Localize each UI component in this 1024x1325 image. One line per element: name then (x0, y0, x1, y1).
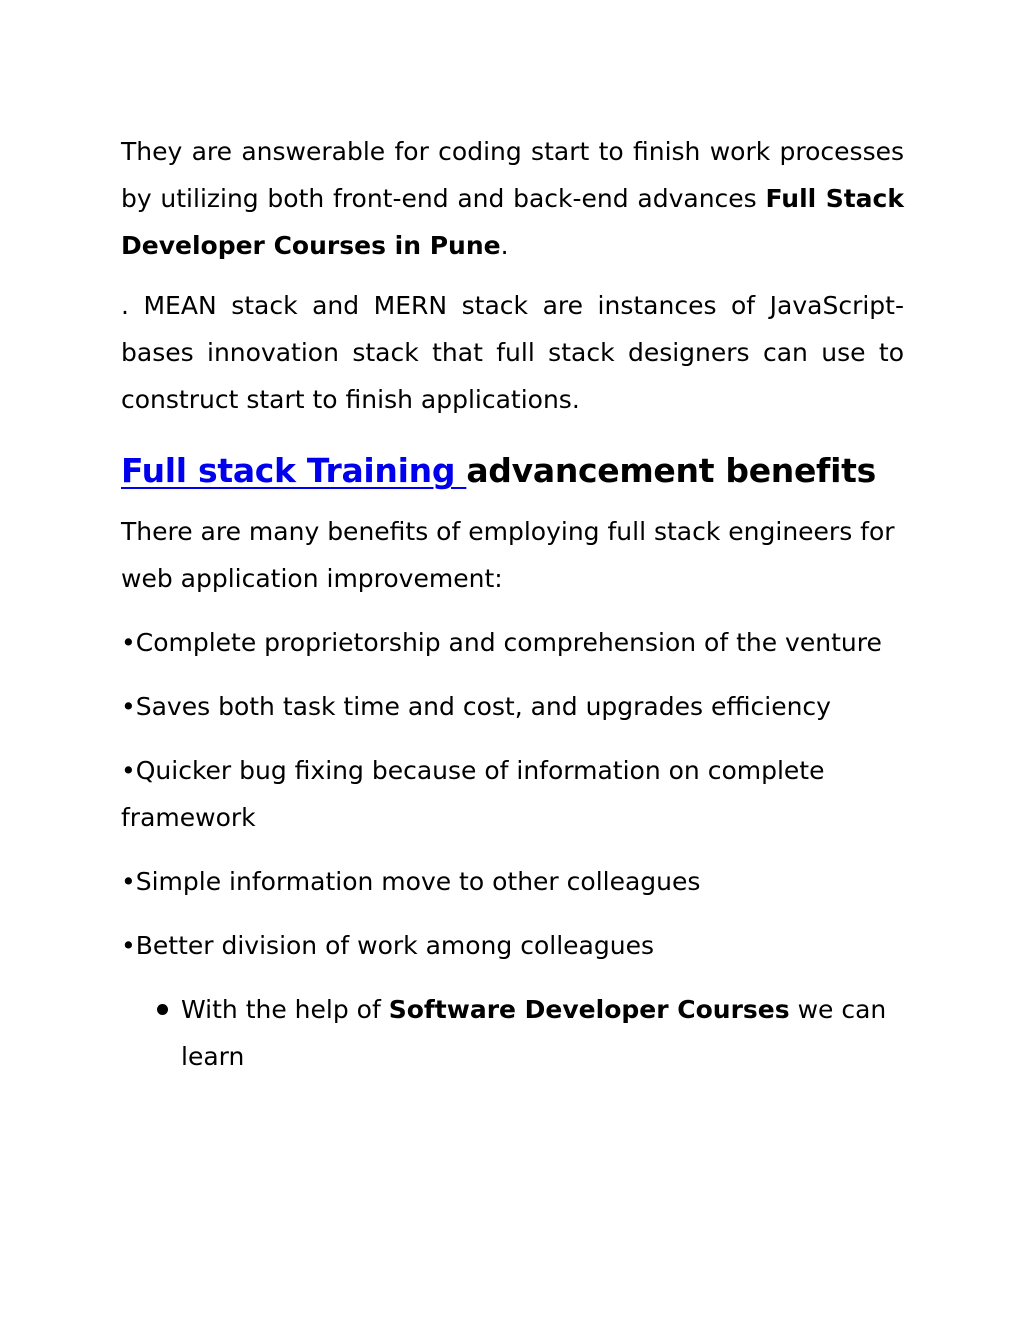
benefit-item: •Quicker bug fixing because of information on complete framework (121, 756, 825, 832)
heading-rest: advancement benefits (466, 451, 876, 490)
benefit-item: •Saves both task time and cost, and upgrades efficiency (121, 692, 831, 721)
benefits-intro: There are many benefits of employing full stack engineers for web application improvement: (121, 517, 895, 593)
bullet-icon (157, 1004, 168, 1015)
sub-item-before: With the help of (181, 995, 389, 1024)
document-page (121, 128, 904, 1080)
sub-item-after: we can learn (181, 995, 887, 1071)
paragraph1-end: . (500, 231, 509, 260)
benefit-item: •Simple information move to other colleagues (121, 867, 701, 896)
paragraph1-text: They are answerable for coding start to finish work processes by utilizing both front-end and back-end advances (121, 137, 904, 213)
full-stack-training-link[interactable]: Full stack Training (121, 451, 467, 490)
benefit-item: •Complete proprietorship and comprehension of the venture (121, 628, 882, 657)
paragraph-mean-mern: . MEAN stack and MERN stack are instances of JavaScript- bases innovation stack that full stack designers can use to construct start to finish applications. (121, 291, 904, 414)
benefit-item: •Better division of work among colleagues (121, 931, 654, 960)
courses-in-pune-bold: Full Stack Developer Courses in Pune (121, 184, 904, 260)
sub-list-item (121, 986, 904, 1080)
section-heading (121, 447, 904, 494)
software-developer-courses-bold: Software Developer Courses (388, 995, 790, 1024)
paragraph-full-stack-responsibilities (121, 128, 904, 269)
